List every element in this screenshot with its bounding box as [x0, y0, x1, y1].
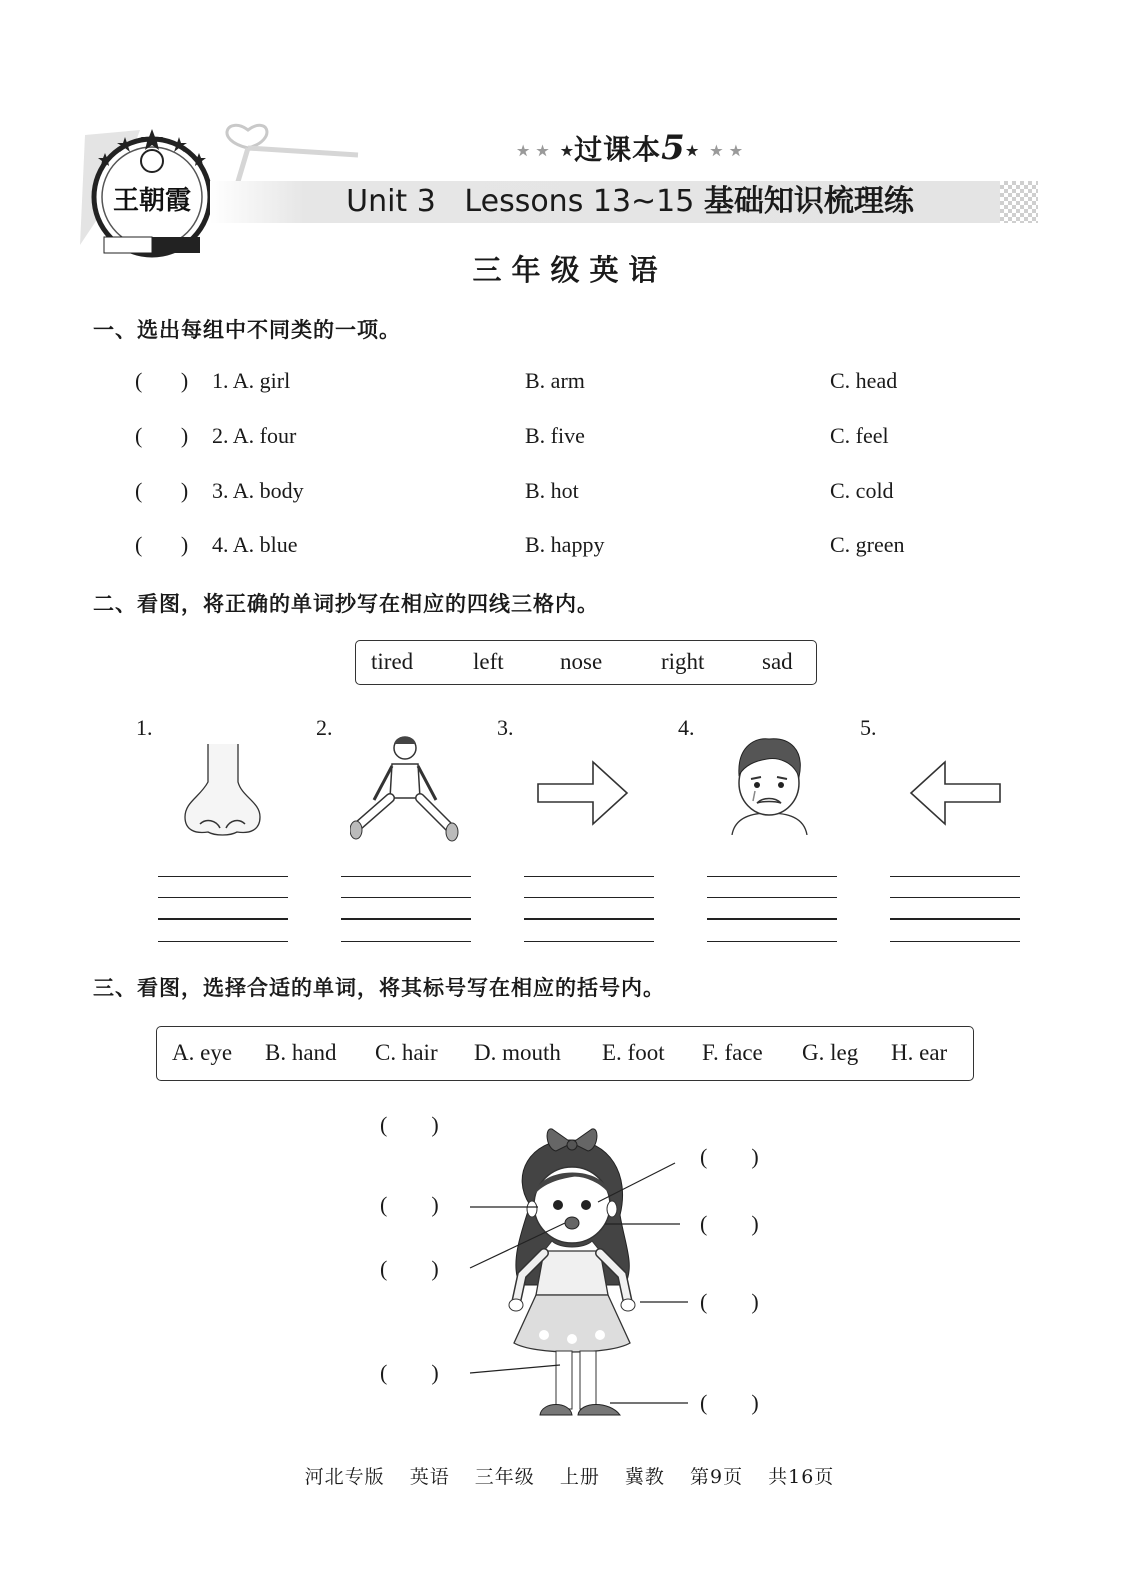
footer-page: 第9页 [689, 1466, 744, 1488]
footer-edition: 河北专版 [304, 1466, 385, 1488]
writing-lines-5[interactable] [890, 876, 1020, 944]
word-bank-item: right [661, 649, 705, 674]
badge-text: 过课本 [574, 133, 662, 166]
question-row-4 [135, 532, 955, 562]
option-c: C. feel [830, 423, 889, 448]
answer-paren[interactable]: ( ) [135, 478, 189, 503]
bar-checker-decoration [1000, 181, 1038, 223]
badge-number: 5 [661, 128, 686, 168]
option-bank [156, 1026, 974, 1081]
word-bank-item: sad [762, 649, 793, 674]
footer-publisher: 冀教 [624, 1466, 665, 1488]
section2-title: 二、看图，将正确的单词抄写在相应的四线三格内。 [93, 592, 599, 616]
publisher-logo [80, 125, 220, 265]
option-item: B. hand [265, 1040, 337, 1065]
unit-title [300, 181, 960, 223]
left-arrow-picture [908, 758, 1003, 828]
footer-grade: 三年级 [474, 1466, 535, 1488]
word-bank-item: nose [560, 649, 603, 674]
word-bank-item: left [473, 649, 504, 674]
answer-paren[interactable]: ( ) [700, 1211, 759, 1236]
answer-paren[interactable]: ( ) [135, 423, 189, 448]
writing-lines-3[interactable] [524, 876, 654, 944]
footer-total: 共16页 [768, 1466, 835, 1488]
leader-lines [460, 1150, 700, 1410]
subject-title: 三年级英语 [472, 253, 668, 287]
option-item: F. face [702, 1040, 763, 1065]
option-b: B. five [525, 423, 585, 448]
writing-lines-4[interactable] [707, 876, 837, 944]
picture-number: 2. [316, 715, 333, 740]
option-c: C. head [830, 368, 898, 393]
answer-paren[interactable]: ( ) [380, 1192, 439, 1217]
right-arrow-picture [535, 758, 630, 828]
footer-volume: 上册 [559, 1466, 600, 1488]
option-a: 3. A. body [212, 478, 304, 503]
logo-text: 王朝霞 [112, 186, 192, 216]
word-bank-item: tired [371, 649, 414, 674]
option-item: D. mouth [474, 1040, 561, 1065]
tired-boy-picture [350, 730, 460, 845]
answer-paren[interactable]: ( ) [135, 532, 189, 557]
lessons-label: Lessons 13~15 [464, 184, 695, 219]
option-b: B. happy [525, 532, 605, 557]
nose-picture [180, 742, 265, 837]
question-row-2 [135, 423, 955, 453]
option-c: C. cold [830, 478, 894, 503]
option-a: 1. A. girl [212, 368, 291, 393]
option-b: B. arm [525, 368, 585, 393]
question-row-1 [135, 368, 955, 398]
page-footer [0, 1462, 1139, 1489]
answer-paren[interactable]: ( ) [380, 1112, 439, 1137]
option-item: C. hair [375, 1040, 438, 1065]
picture-number: 4. [678, 715, 695, 740]
option-item: A. eye [172, 1040, 233, 1065]
sad-boy-picture [727, 735, 812, 835]
option-item: E. foot [602, 1040, 665, 1065]
footer-subject: 英语 [409, 1466, 450, 1488]
answer-paren[interactable]: ( ) [380, 1256, 439, 1281]
practice-title: 基础知识梳理练 [703, 184, 914, 219]
option-a: 2. A. four [212, 423, 297, 448]
option-c: C. green [830, 532, 905, 557]
lesson-badge: ★ ★ ★过课本5★ ★ ★ [516, 128, 744, 168]
unit-label: Unit 3 [346, 184, 436, 219]
writing-lines-2[interactable] [341, 876, 471, 944]
picture-number: 5. [860, 715, 877, 740]
picture-number: 1. [136, 715, 153, 740]
answer-paren[interactable]: ( ) [135, 368, 189, 393]
option-a: 4. A. blue [212, 532, 298, 557]
option-b: B. hot [525, 478, 579, 503]
answer-paren[interactable]: ( ) [380, 1360, 439, 1385]
answer-paren[interactable]: ( ) [700, 1289, 759, 1314]
writing-lines-1[interactable] [158, 876, 288, 944]
option-item: H. ear [891, 1040, 948, 1065]
section1-title: 一、选出每组中不同类的一项。 [93, 318, 401, 342]
answer-paren[interactable]: ( ) [700, 1144, 759, 1169]
word-bank [355, 640, 817, 685]
option-item: G. leg [802, 1040, 859, 1065]
question-row-3 [135, 478, 955, 508]
section3-title: 三、看图，选择合适的单词，将其标号写在相应的括号内。 [93, 976, 665, 1000]
answer-paren[interactable]: ( ) [700, 1390, 759, 1415]
picture-number: 3. [497, 715, 514, 740]
